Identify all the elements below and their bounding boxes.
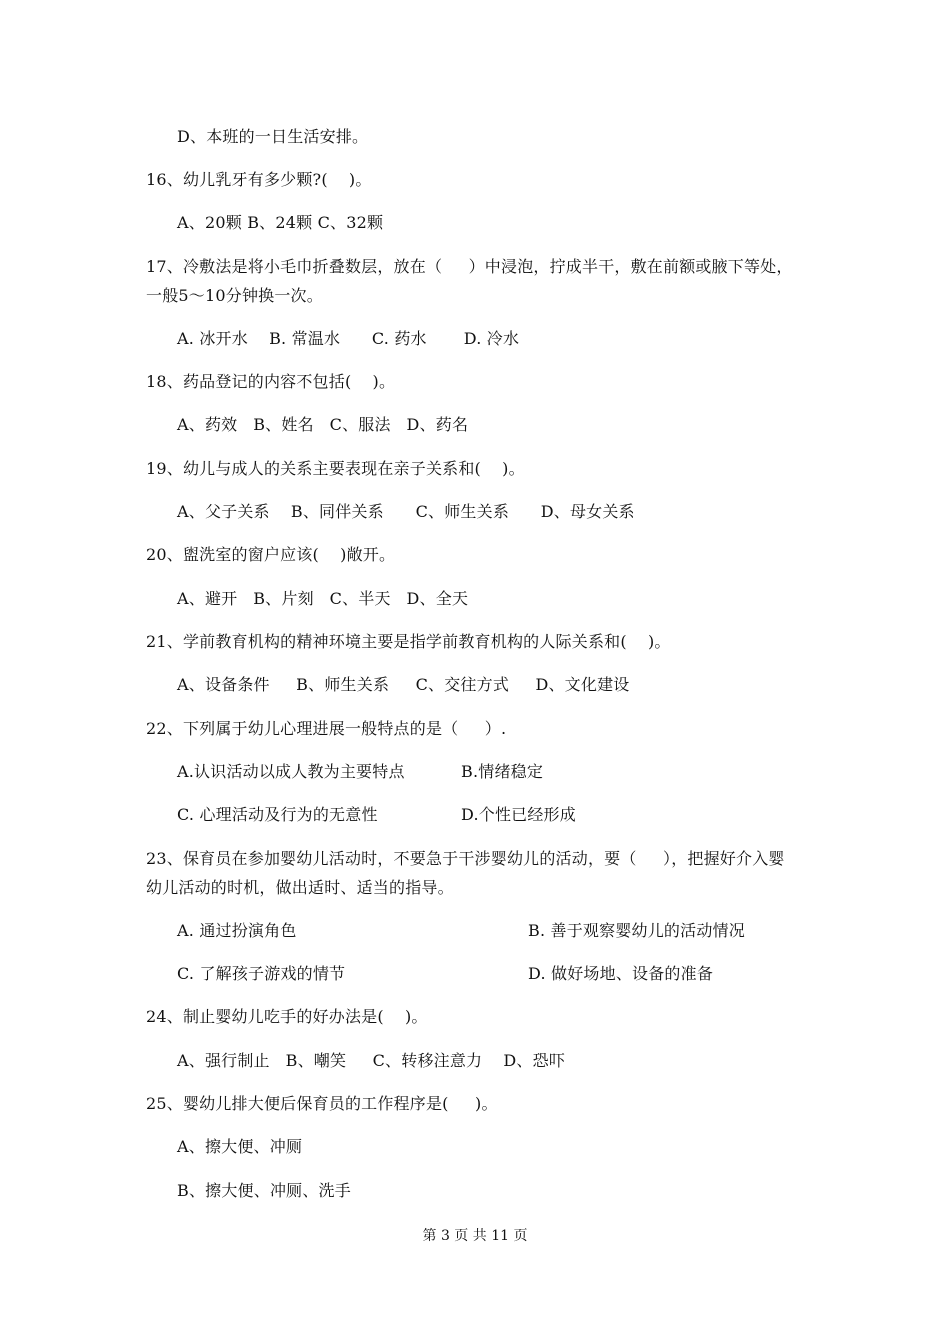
- question-22: 22、下列属于幼儿心理进展一般特点的是（ ）.: [146, 719, 507, 738]
- question-22-option-d: D.个性已经形成: [461, 805, 576, 824]
- question-18: 18、药品登记的内容不包括( )。: [146, 372, 396, 391]
- question-17-line-2: 一般5～10分钟换一次。: [146, 286, 323, 305]
- question-19: 19、幼儿与成人的关系主要表现在亲子关系和( )。: [146, 459, 525, 478]
- question-23-line-2: 幼儿活动的时机，做出适时、适当的指导。: [146, 878, 454, 897]
- question-24-options: A、强行制止 B、嘲笑 C、转移注意力 D、恐吓: [177, 1051, 566, 1070]
- question-25: 25、婴幼儿排大便后保育员的工作程序是( )。: [146, 1094, 498, 1113]
- question-22-option-a: A.认识活动以成人教为主要特点: [177, 762, 405, 781]
- question-19-options: A、父子关系 B、同伴关系 C、师生关系 D、母女关系: [177, 502, 635, 521]
- page-number-footer: 第 3 页 共 11 页: [422, 1228, 528, 1244]
- question-20-options: A、避开 B、片刻 C、半天 D、全天: [177, 589, 469, 608]
- question-21: 21、学前教育机构的精神环境主要是指学前教育机构的人际关系和( )。: [146, 632, 671, 651]
- question-23-option-a: A. 通过扮演角色: [177, 921, 297, 940]
- question-22-option-c: C. 心理活动及行为的无意性: [177, 805, 378, 824]
- question-24: 24、制止婴幼儿吃手的好办法是( )。: [146, 1007, 428, 1026]
- question-21-options: A、设备条件 B、师生关系 C、交往方式 D、文化建设: [177, 675, 630, 694]
- question-17-options: A. 冰开水 B. 常温水 C. 药水 D. 冷水: [177, 329, 520, 348]
- question-20: 20、盥洗室的窗户应该( )敞开。: [146, 545, 396, 564]
- question-22-option-b: B.情绪稳定: [461, 762, 544, 781]
- question-23-option-d: D. 做好场地、设备的准备: [528, 964, 714, 983]
- question-16: 16、幼儿乳牙有多少颗?( )。: [146, 170, 372, 189]
- question-17-line-1: 17、冷敷法是将小毛巾折叠数层，放在（ ）中浸泡，拧成半干，敷在前额或腋下等处，: [146, 257, 793, 276]
- question-23-line-1: 23、保育员在参加婴幼儿活动时，不要急于干涉婴幼儿的活动，要（ ），把握好介入婴: [146, 849, 785, 868]
- question-15-option-d: D、本班的一日生活安排。: [177, 127, 369, 146]
- question-23-option-c: C. 了解孩子游戏的情节: [177, 964, 346, 983]
- question-18-options: A、药效 B、姓名 C、服法 D、药名: [177, 415, 469, 434]
- question-23-option-b: B. 善于观察婴幼儿的活动情况: [528, 921, 745, 940]
- question-25-option-a: A、擦大便、冲厕: [177, 1137, 303, 1156]
- question-16-options: A、20颗 B、24颗 C、32颗: [177, 213, 384, 232]
- question-25-option-b: B、擦大便、冲厕、洗手: [177, 1181, 351, 1200]
